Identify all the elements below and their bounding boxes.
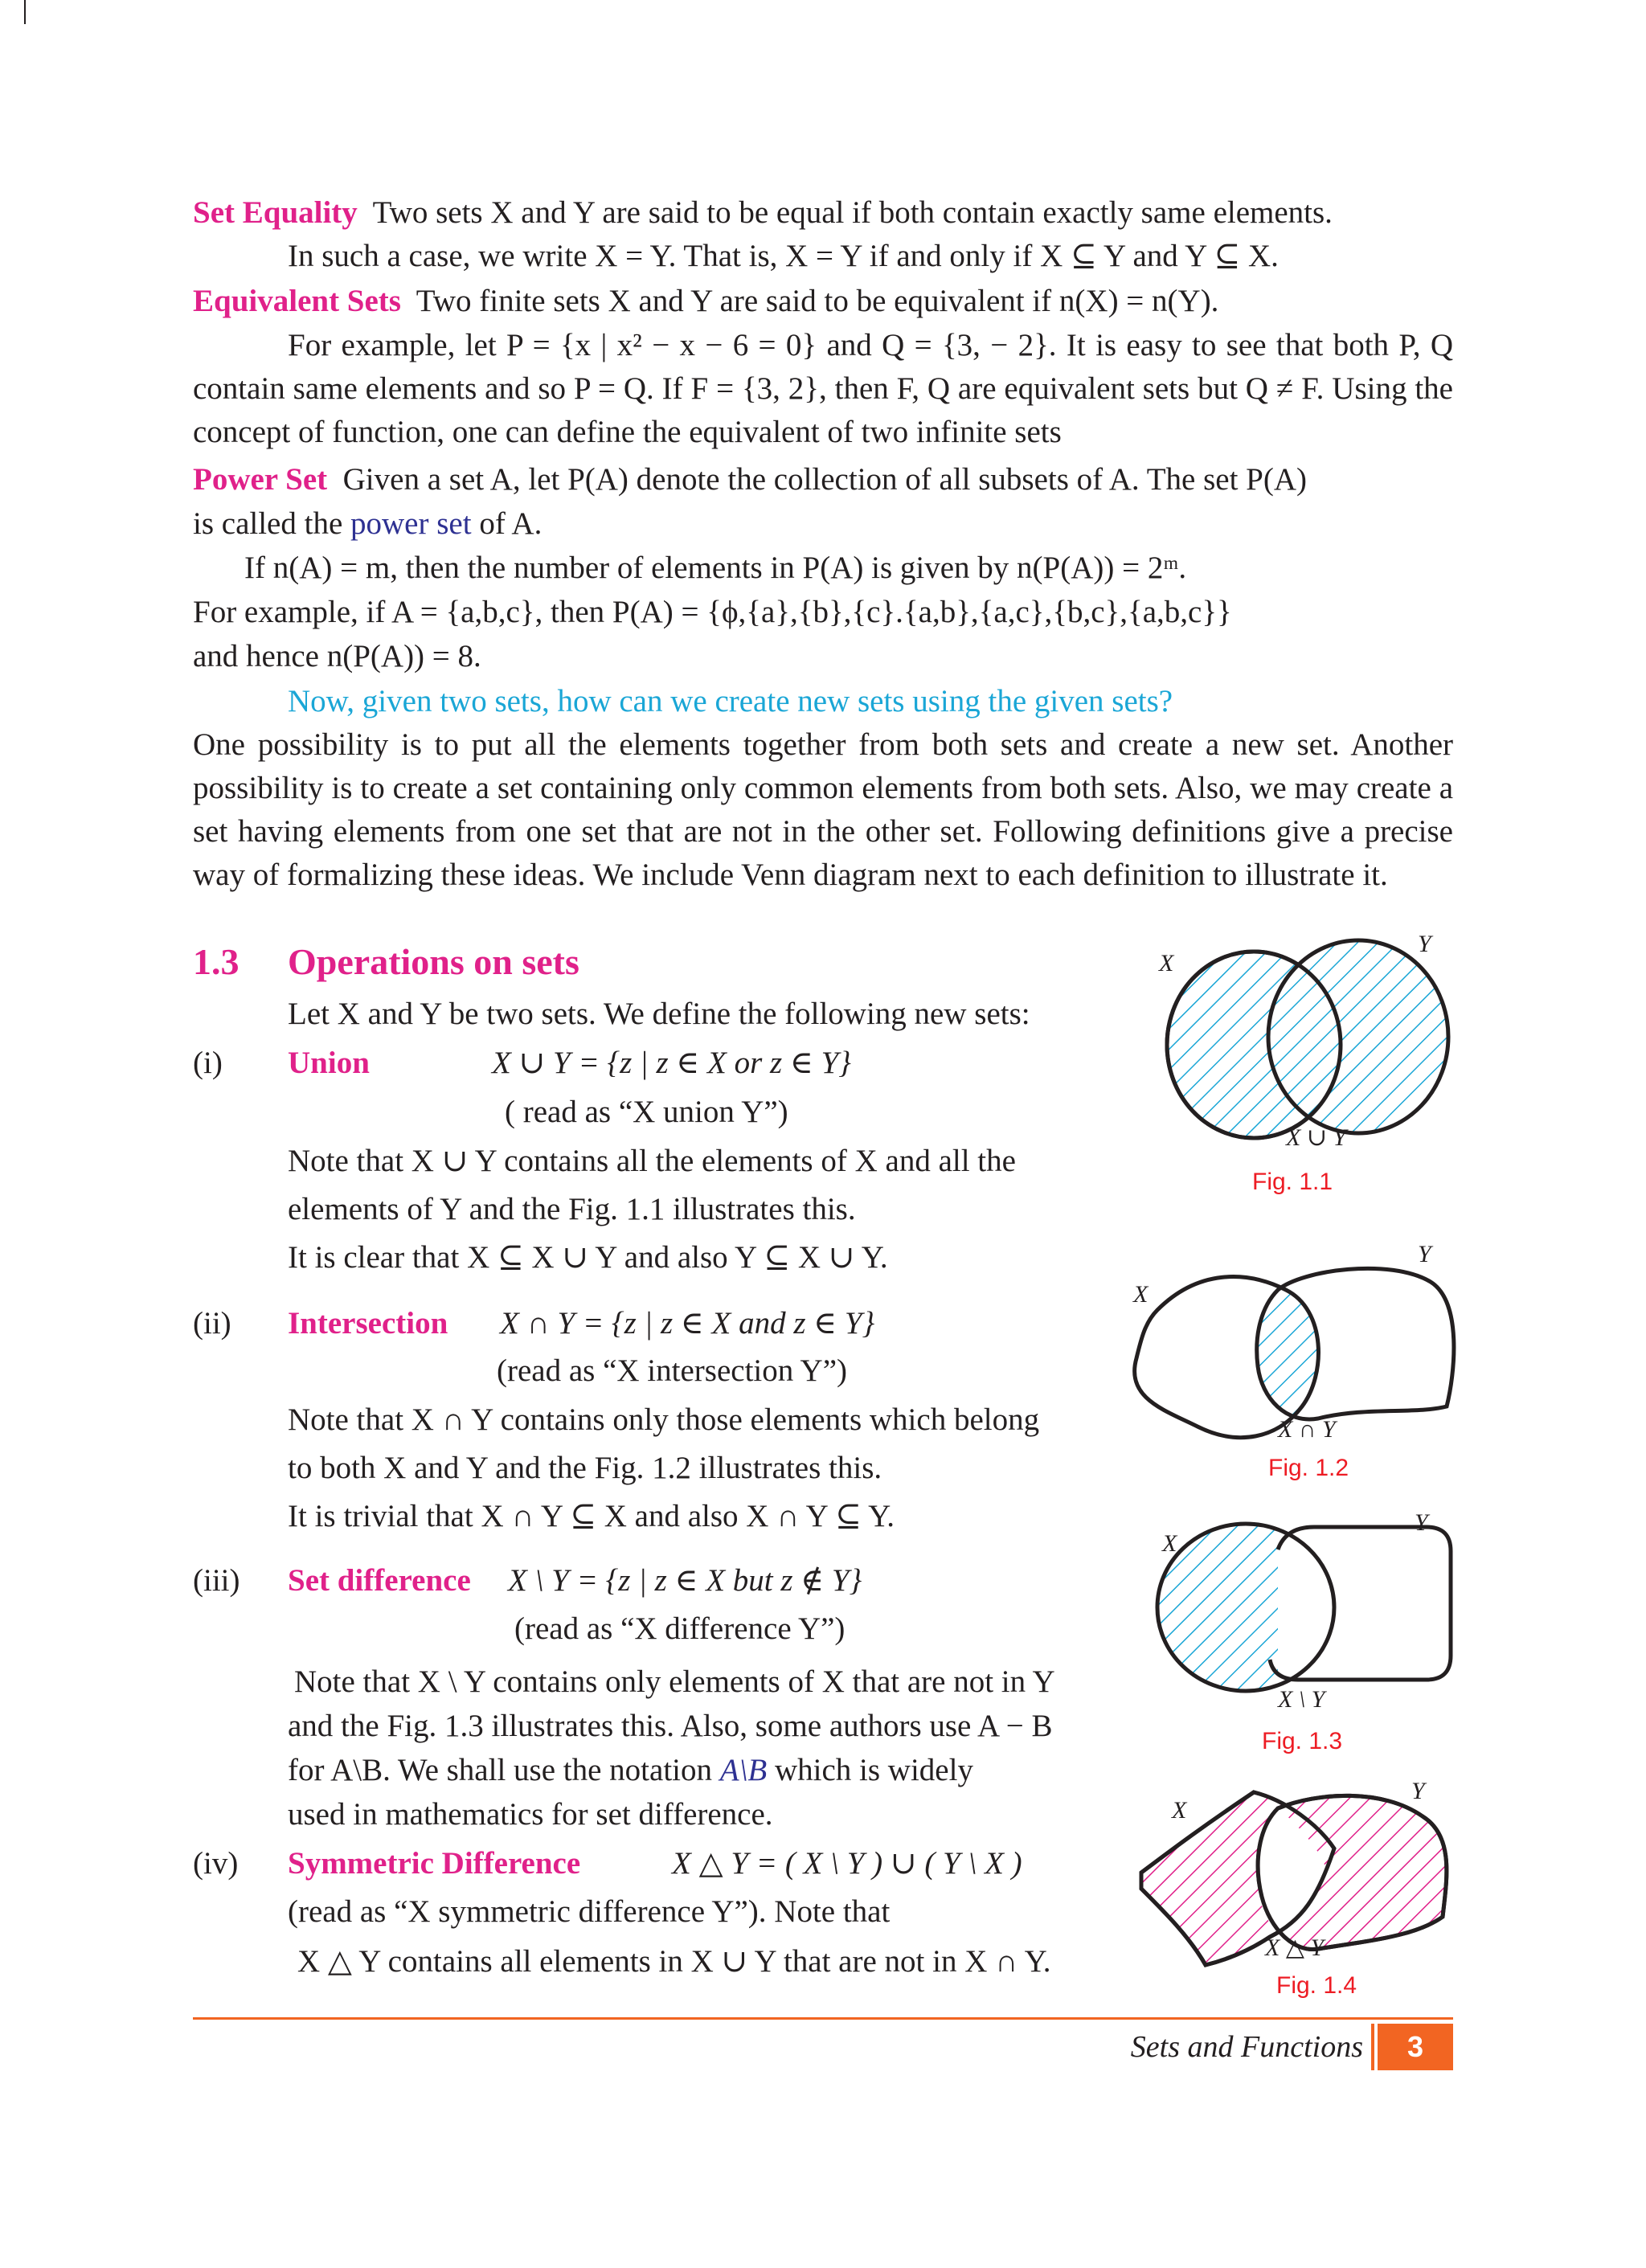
page-number: 3 [1378, 2024, 1453, 2070]
fig3-label-y: Y [1415, 1509, 1428, 1536]
intersection-note1: Note that X ∩ Y contains only those elements which belong [288, 1402, 1040, 1437]
equivalent-sets-example: For example, let P = {x | x² − x − 6 = 0} and Q = {3, − 2}. It is easy to see that both P, Q contain same elements and so P = Q. If F = {3, 2}, then F, Q are equivalent sets but Q ≠ F. Using the concept of function, one can define the equivalent of two infinite sets [193, 328, 1453, 449]
fig4-caption: Fig. 1.4 [1276, 1972, 1357, 1999]
symmetric-number: (iv) [193, 1846, 239, 1881]
set-y-shape [1270, 1527, 1451, 1680]
fig3-caption: Fig. 1.3 [1262, 1728, 1343, 1754]
intersection-formula: X ∩ Y = {z | z ∈ X and z ∈ Y} [500, 1306, 875, 1341]
symmetric-read: (read as “X symmetric difference Y”). Note that [288, 1894, 891, 1929]
union-note2: elements of Y and the Fig. 1.1 illustrates this. [288, 1192, 856, 1226]
intro-paragraph: One possibility is to put all the elements together from both sets and create a new set. Another possibility is to create a set containing only common elements from both sets. Also, we may create a set having elements from one set that are not in the other set. Following definitions give a precise way of formalizing these ideas. We include Venn diagram next to each definition to illustrate it. [193, 727, 1453, 892]
union-note1: Note that X ∪ Y contains all the elements of X and all the [288, 1144, 1016, 1178]
fig2-label-y: Y [1418, 1241, 1431, 1267]
term-power-set: Power Set [193, 462, 328, 497]
fig4-region-label: X △ Y [1265, 1934, 1325, 1961]
fig2-label-x: X [1133, 1281, 1149, 1308]
power-set-line4: For example, if A = {a,b,c}, then P(A) = {ϕ,{a},{b},{c}.{a,b},{a,c},{b,c},{a,b,c}} [193, 595, 1232, 629]
term-set-equality: Set Equality [193, 195, 358, 230]
symmetric-note: X △ Y contains all elements in X ∪ Y that are not in X ∩ Y. [297, 1944, 1051, 1979]
power-set-text: Given a set A, let P(A) denote the collection of all subsets of A. The set P(A) [342, 462, 1308, 497]
section-number: 1.3 [193, 941, 240, 982]
difference-read: (read as “X difference Y”) [514, 1611, 846, 1646]
set-equality-text: Two sets X and Y are said to be equal if both contain exactly same elements. [372, 195, 1333, 230]
fig1-label-x: X [1159, 950, 1174, 976]
difference-formula: X \ Y = {z | z ∈ X but z ∉ Y} [508, 1563, 862, 1598]
intersection-read: (read as “X intersection Y”) [497, 1353, 848, 1388]
question-line: Now, given two sets, how can we create new sets using the given sets? [288, 684, 1173, 718]
union-formula: X ∪ Y = {z | z ∈ X or z ∈ Y} [492, 1046, 851, 1080]
fig1-caption: Fig. 1.1 [1252, 1169, 1333, 1195]
difference-note2: and the Fig. 1.3 illustrates this. Also, some authors use A − B [288, 1709, 1053, 1743]
difference-note3-pre: for A\B. We shall use the notation [288, 1753, 712, 1787]
term-symmetric-difference: Symmetric Difference [288, 1846, 581, 1881]
power-set-link: power set [350, 506, 472, 541]
footer-chapter: Sets and Functions [1130, 2030, 1363, 2064]
difference-note3-post: which is widely [774, 1753, 973, 1787]
difference-note1: Note that X \ Y contains only elements of X that are not in Y [294, 1664, 1055, 1699]
difference-number: (iii) [193, 1563, 240, 1598]
term-equivalent-sets: Equivalent Sets [193, 284, 401, 318]
union-read: ( read as “X union Y”) [505, 1095, 788, 1129]
fig4-label-x: X [1172, 1797, 1187, 1824]
fig2-region-label: X ∩ Y [1278, 1416, 1336, 1443]
intersection-number: (ii) [193, 1306, 231, 1341]
power-set-line3: If n(A) = m, then the number of elements in P(A) is given by n(P(A)) = 2ᵐ. [244, 551, 1187, 585]
difference-note3 [288, 1749, 973, 1792]
union-number: (i) [193, 1046, 223, 1080]
intersection-note3: It is trivial that X ∩ Y ⊆ X and also X ∩ Y ⊆ Y. [288, 1499, 895, 1533]
power-set-line [193, 458, 1307, 501]
union-note3: It is clear that X ⊆ X ∪ Y and also Y ⊆ X ∪ Y. [288, 1240, 888, 1275]
difference-note4: used in mathematics for set difference. [288, 1797, 773, 1832]
term-union: Union [288, 1046, 370, 1080]
venn-difference-figure [1141, 1519, 1479, 1696]
symmetric-formula: X △ Y = ( X \ Y ) ∪ ( Y \ X ) [672, 1846, 1022, 1881]
difference-notation-link: A\B [719, 1753, 768, 1787]
footer-divider [1371, 2024, 1374, 2070]
power-set-post: of A. [479, 506, 543, 541]
footer-rule [193, 2017, 1453, 2020]
set-equality-line [193, 191, 1333, 235]
fig2-caption: Fig. 1.2 [1268, 1455, 1349, 1481]
crop-mark [0, 0, 26, 24]
fig3-region-label: X \ Y [1278, 1686, 1325, 1713]
power-set-line5: and hence n(P(A)) = 8. [193, 639, 481, 673]
equivalent-sets-text: Two finite sets X and Y are said to be equivalent if n(X) = n(Y). [416, 284, 1219, 318]
fig3-label-x: X [1162, 1530, 1177, 1557]
power-set-pre: is called the [193, 506, 343, 541]
power-set-line2 [193, 502, 542, 546]
term-intersection: Intersection [288, 1306, 448, 1341]
set-y-circle [1268, 940, 1448, 1133]
fig1-region-label: X ∪ Y [1286, 1124, 1347, 1151]
fig1-label-y: Y [1418, 931, 1431, 957]
fig4-label-y: Y [1411, 1778, 1425, 1804]
section-title: Operations on sets [288, 941, 579, 982]
intersection-note2: to both X and Y and the Fig. 1.2 illustrates this. [288, 1451, 882, 1485]
set-equality-line2: In such a case, we write X = Y. That is, X = Y if and only if X ⊆ Y and Y ⊆ X. [288, 239, 1279, 273]
term-set-difference: Set difference [288, 1563, 471, 1598]
section-lead: Let X and Y be two sets. We define the following new sets: [288, 997, 1030, 1031]
equivalent-sets-line [193, 280, 1218, 323]
